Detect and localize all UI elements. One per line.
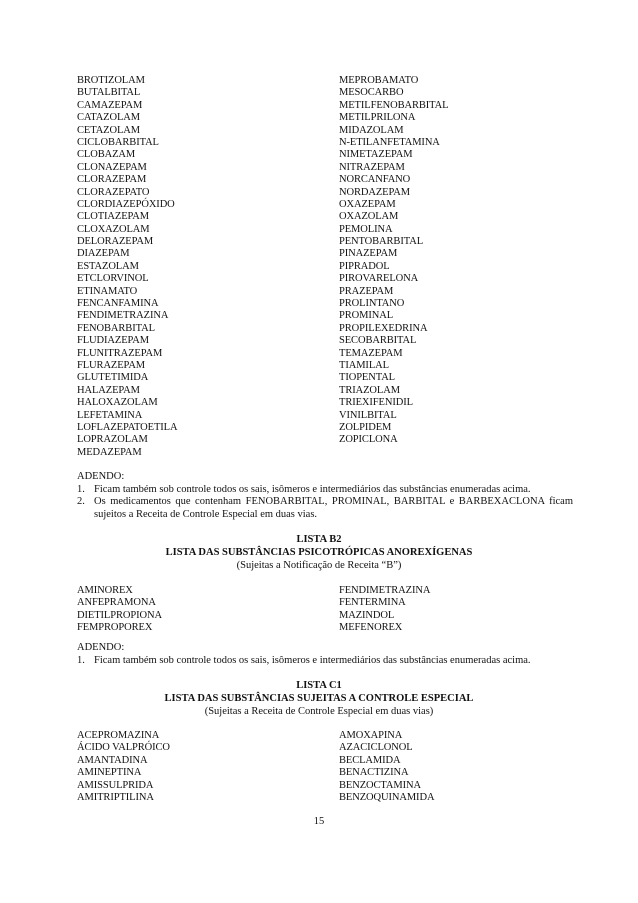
substance-list-item: TRIEXIFENIDIL <box>339 397 413 409</box>
substance-list-item: CLOBAZAM <box>77 149 136 161</box>
substance-list-item: SECOBARBITAL <box>339 335 417 347</box>
list-c1-columns <box>77 730 577 804</box>
substance-list-item: NITRAZEPAM <box>339 161 405 173</box>
substance-list-item: BENACTIZINA <box>339 767 409 779</box>
substance-list-item: MAZINDOL <box>339 609 395 621</box>
substance-list-item: LOFLAZEPATOETILA <box>77 421 178 433</box>
substance-list-item: FENTERMINA <box>339 597 406 609</box>
substance-list-item: MEDAZEPAM <box>77 446 142 458</box>
adendo-item <box>77 496 573 521</box>
substance-list-item: AMITRIPTILINA <box>77 791 154 803</box>
adendo-item <box>77 655 573 668</box>
list-c1-title: LISTA DAS SUBSTÂNCIAS SUJEITAS A CONTROLE ESPECIAL <box>164 693 474 704</box>
substance-list-item: PEMOLINA <box>339 223 393 235</box>
substance-list-item: MESOCARBO <box>339 87 404 99</box>
substance-list-item: ZOLPIDEM <box>339 421 392 433</box>
substance-list-item: OXAZOLAM <box>339 211 399 223</box>
substance-list-item: PROMINAL <box>339 310 394 322</box>
substance-list-item: TIOPENTAL <box>339 372 395 384</box>
substance-list-item: PENTOBARBITAL <box>339 236 424 248</box>
substance-list-item: AMANTADINA <box>77 754 148 766</box>
substance-list-item: AMISSULPRIDA <box>77 779 154 791</box>
adendo-item-number: 1. <box>77 654 85 666</box>
list-b2-subtitle: (Sujeitas a Notificação de Receita “B”) <box>236 560 402 571</box>
list-b2-left-column <box>77 585 339 635</box>
substance-list-item: LEFETAMINA <box>77 409 143 421</box>
substance-list-item: FENDIMETRAZINA <box>77 310 169 322</box>
substance-list-item: ZOPICLONA <box>339 434 398 446</box>
page-number: 15 <box>313 816 325 827</box>
list-b2-right-column <box>339 585 577 635</box>
substance-list-item: ESTAZOLAM <box>77 260 139 272</box>
substance-list-item: METILFENOBARBITAL <box>339 99 449 111</box>
substance-list-item: OXAZEPAM <box>339 198 396 210</box>
substance-list-item: PROPILEXEDRINA <box>339 322 428 334</box>
substance-list-item: MEPROBAMATO <box>339 75 419 86</box>
substance-list-item: ÁCIDO VALPRÓICO <box>77 742 170 754</box>
list-b2-columns <box>77 585 577 635</box>
adendo-label: ADENDO: <box>77 642 125 653</box>
substance-list-item: TRIAZOLAM <box>339 384 400 396</box>
substance-list-item: FLUNITRAZEPAM <box>77 347 163 359</box>
substance-list-item: DIETILPROPIONA <box>77 609 162 621</box>
list-b1-left-column <box>77 75 339 459</box>
list-b1-adendo <box>77 471 573 521</box>
substance-list-item: MIDAZOLAM <box>339 124 404 136</box>
substance-list-item: PIROVARELONA <box>339 273 419 285</box>
substance-list-item: HALOXAZOLAM <box>77 397 158 409</box>
substance-list-item: TIAMILAL <box>339 359 389 371</box>
substance-list-item: CLORDIAZEPÓXIDO <box>77 198 175 210</box>
substance-list-item: HALAZEPAM <box>77 384 140 396</box>
substance-list-item: NORCANFANO <box>339 174 411 186</box>
substance-list-item: CICLOBARBITAL <box>77 136 159 148</box>
substance-list-item: PIPRADOL <box>339 260 390 272</box>
substance-list-item: BROTIZOLAM <box>77 75 145 86</box>
substance-list-item: N-ETILANFETAMINA <box>339 136 440 148</box>
substance-list-item: FLUDIAZEPAM <box>77 335 150 347</box>
substance-list-item: PINAZEPAM <box>339 248 398 260</box>
substance-list-item: MEFENOREX <box>339 622 403 634</box>
substance-list-item: CAMAZEPAM <box>77 99 143 111</box>
substance-list-item: FENCANFAMINA <box>77 298 159 310</box>
adendo-item-number: 2. <box>77 496 85 508</box>
substance-list-item: NIMETAZEPAM <box>339 149 413 161</box>
list-c1-subtitle: (Sujeitas a Receita de Controle Especial em duas vias) <box>204 706 434 717</box>
substance-list-item: CLORAZEPAM <box>77 174 147 186</box>
substance-list-item: AMOXAPINA <box>339 730 403 741</box>
adendo-item-number: 1. <box>77 483 85 495</box>
substance-list-item: VINILBITAL <box>339 409 397 421</box>
substance-list-item: AMINOREX <box>77 585 133 596</box>
substance-list-item: CATAZOLAM <box>77 112 141 124</box>
list-c1-left-column <box>77 730 339 804</box>
substance-list-item: METILPRILONA <box>339 112 416 124</box>
list-c1-heading: LISTA C1 <box>296 680 342 691</box>
substance-list-item: ACEPROMAZINA <box>77 730 160 741</box>
substance-list-item: CETAZOLAM <box>77 124 141 136</box>
substance-list-item: BECLAMIDA <box>339 754 401 766</box>
list-b1-right-column <box>339 75 577 459</box>
list-c1-right-column <box>339 730 577 804</box>
substance-list-item: AZACICLONOL <box>339 742 413 754</box>
substance-list-item: DIAZEPAM <box>77 248 130 260</box>
substance-list-item: BUTALBITAL <box>77 87 141 99</box>
substance-list-item: ETINAMATO <box>77 285 138 297</box>
substance-list-item: ANFEPRAMONA <box>77 597 156 609</box>
substance-list-item: CLOTIAZEPAM <box>77 211 150 223</box>
substance-list-item: ETCLORVINOL <box>77 273 149 285</box>
substance-list-item: BENZOCTAMINA <box>339 779 421 791</box>
list-b2-heading: LISTA B2 <box>296 534 342 545</box>
adendo-item-text: Ficam também sob controle todos os sais, isômeros e intermediários das substâncias enumeradas acima. <box>94 483 531 495</box>
substance-list-item: FENOBARBITAL <box>77 322 155 334</box>
substance-list-item: BENZOQUINAMIDA <box>339 791 435 803</box>
list-b2-title: LISTA DAS SUBSTÂNCIAS PSICOTRÓPICAS ANOREXÍGENAS <box>165 547 473 558</box>
substance-list-item: AMINEPTINA <box>77 767 142 779</box>
list-b1-columns <box>77 75 577 459</box>
substance-list-item: PROLINTANO <box>339 298 405 310</box>
adendo-label: ADENDO: <box>77 471 125 482</box>
adendo-item <box>77 484 573 497</box>
substance-list-item: NORDAZEPAM <box>339 186 410 198</box>
adendo-item-text: Ficam também sob controle todos os sais, isômeros e intermediários das substâncias enumeradas acima. <box>94 654 531 666</box>
substance-list-item: FEMPROPOREX <box>77 622 153 634</box>
substance-list-item: FLURAZEPAM <box>77 359 146 371</box>
substance-list-item: CLOXAZOLAM <box>77 223 150 235</box>
substance-list-item: LOPRAZOLAM <box>77 434 148 446</box>
substance-list-item: GLUTETIMIDA <box>77 372 149 384</box>
substance-list-item: CLORAZEPATO <box>77 186 150 198</box>
adendo-item-text: Os medicamentos que contenham FENOBARBITAL, PROMINAL, BARBITAL e BARBEXACLONA ficam sujeitos a Receita de Controle Especial em duas vias. <box>94 496 573 520</box>
substance-list-item: PRAZEPAM <box>339 285 394 297</box>
substance-list-item: FENDIMETRAZINA <box>339 585 431 596</box>
substance-list-item: TEMAZEPAM <box>339 347 403 359</box>
substance-list-item: CLONAZEPAM <box>77 161 147 173</box>
substance-list-item: DELORAZEPAM <box>77 236 154 248</box>
list-b2-adendo <box>77 642 573 667</box>
